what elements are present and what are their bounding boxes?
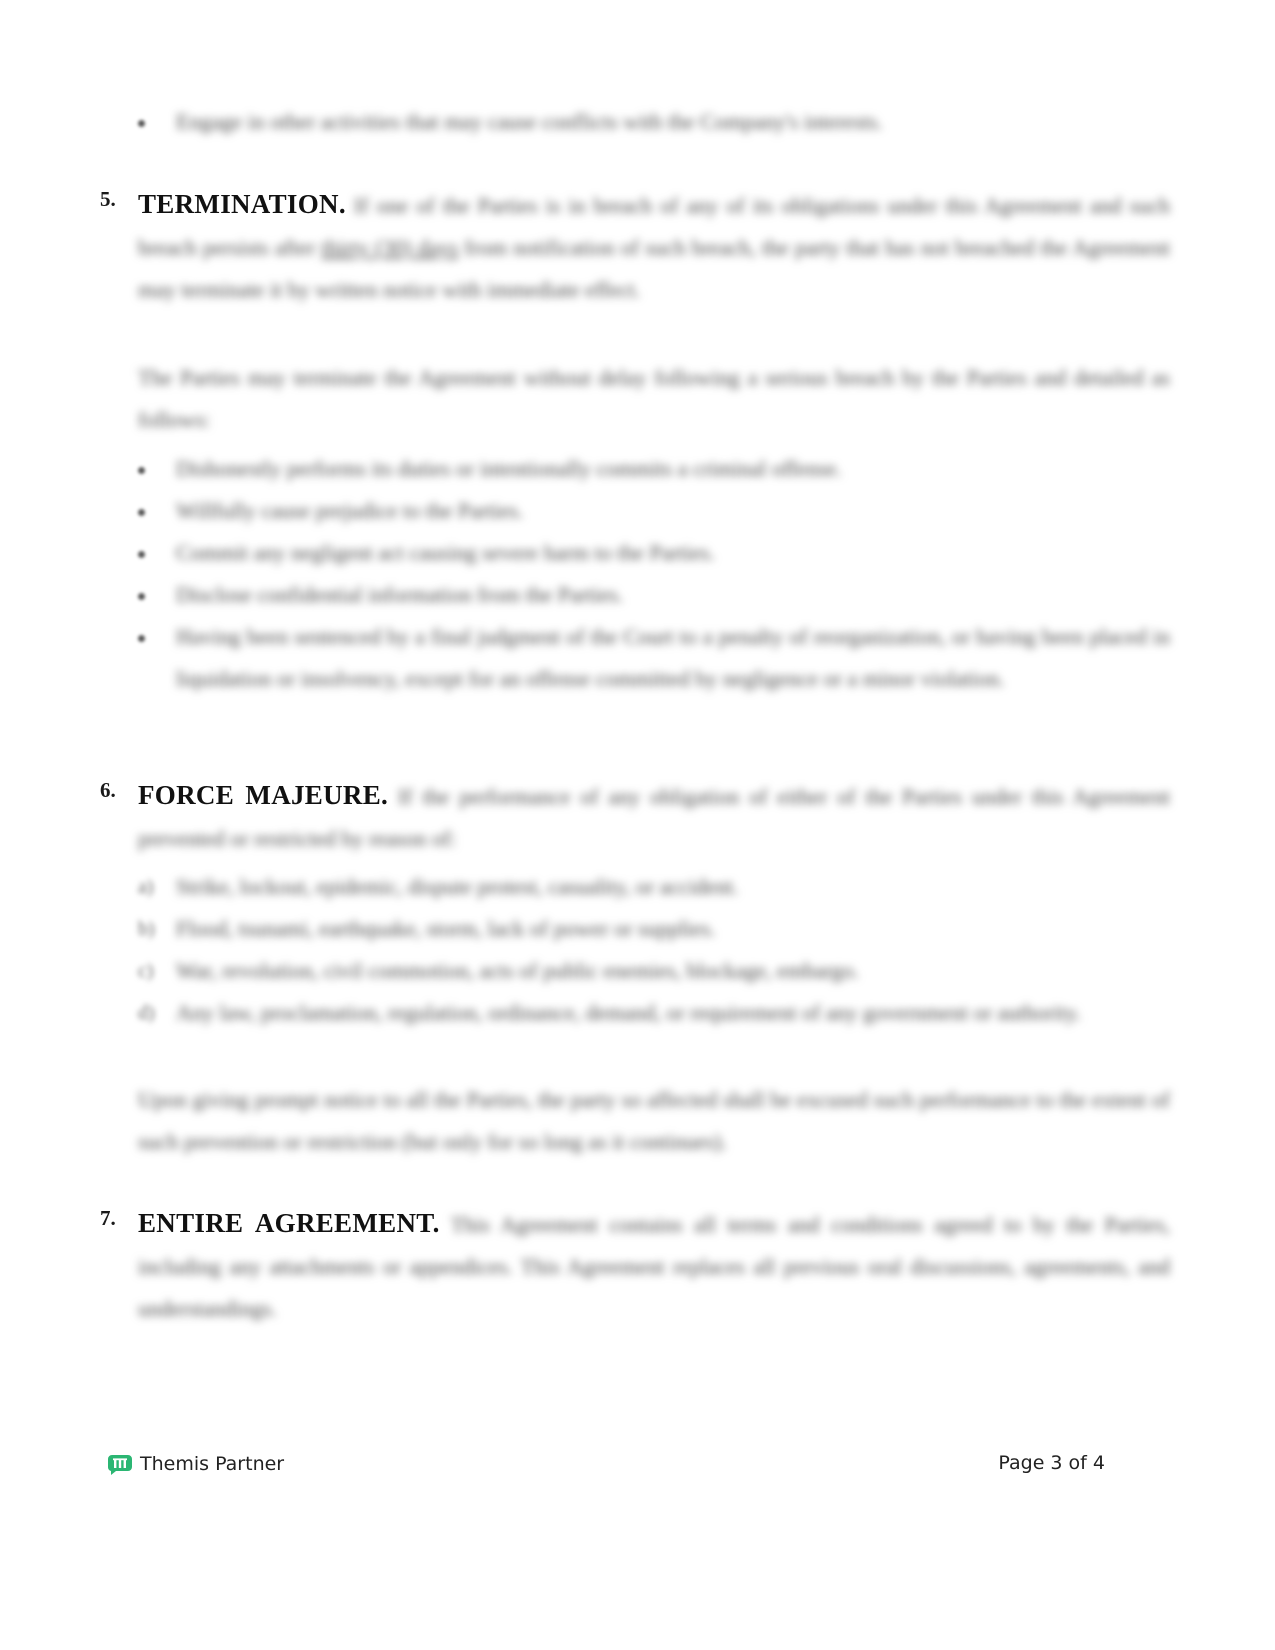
list-item — [138, 866, 1170, 908]
intro-text-after: from notification of such breach, the party that has not breached the Agreement may terminate it by written notice with immediate effect. — [138, 235, 1170, 302]
list-text: War, revolution, civil commotion, acts of public enemies, blockage, embargo. — [176, 958, 860, 983]
list-item — [138, 448, 1170, 490]
list-item — [138, 908, 1170, 950]
section-body-text: This Agreement contains all terms and conditions agreed to by the Parties, including any attachments or appendices. This Agreement replaces all previous oral discussions, agreements, and understandings. — [138, 1212, 1171, 1321]
list-item — [138, 616, 1170, 700]
intro-text: If the performance of any obligation of either of the Parties under this Agreement prevented or restricted by reason of: — [138, 784, 1171, 851]
section-number: 7. — [100, 1206, 116, 1230]
list-marker: b) — [138, 918, 155, 940]
intro-text-before: If one of the Parties is in breach of any of its obligations under this Agreement and such breach persists after — [138, 193, 1170, 260]
bullet-dot — [138, 635, 145, 642]
list-item — [138, 574, 1170, 616]
themis-logo-icon — [108, 1453, 132, 1475]
brand-name: Themis Partner — [140, 1453, 285, 1475]
section-entire-agreement — [100, 1202, 1170, 1330]
section-title: FORCE MAJEURE. — [138, 780, 389, 810]
section-title: TERMINATION. — [138, 189, 346, 219]
bullet-dot — [138, 120, 145, 127]
list-text: Any law, proclamation, regulation, ordinance, demand, or requirement of any government or authority. — [176, 1000, 1081, 1025]
list-item — [138, 950, 1170, 992]
bullet-text: Commit any negligent act causing severe harm to the Parties. — [176, 540, 715, 565]
section-number: 5. — [100, 187, 116, 211]
list-item — [138, 992, 1170, 1034]
bullet-dot — [138, 467, 145, 474]
section-intro — [138, 774, 1170, 860]
bullet-dot — [138, 593, 145, 600]
list-marker: a) — [138, 876, 154, 898]
list-item — [138, 532, 1170, 574]
termination-paragraph-2: The Parties may terminate the Agreement without delay following a serious breach by the Parties and detailed as follows: — [138, 365, 1170, 432]
list-item — [138, 490, 1170, 532]
bullet-dot — [138, 551, 145, 558]
list-marker: c) — [138, 960, 154, 982]
list-text: Strike, lockout, epidemic, dispute protest, casuality, or accident. — [176, 874, 739, 899]
bullet-text: Dishonestly performs its duties or intentionally commits a criminal offense. — [176, 456, 842, 481]
bullet-text: Disclose confidential information from the Parties. — [176, 582, 624, 607]
force-majeure-closing: Upon giving prompt notice to all the Parties, the party so affected shall be excused such performance to the extent of such prevention or restriction (but only for so long as it continues). — [138, 1087, 1170, 1154]
bullet-text: Engage in other activities that may cause conflicts with the Company's interests. — [176, 109, 883, 134]
bullet-dot — [138, 509, 145, 516]
list-marker: d) — [138, 1002, 155, 1024]
termination-bullet-list — [138, 448, 1170, 700]
section-intro — [138, 1202, 1170, 1330]
section-number: 6. — [100, 778, 116, 802]
bullet-text: Willfully cause prejudice to the Parties. — [176, 498, 524, 523]
list-item — [138, 101, 1170, 143]
bullet-text: Having been sentenced by a final judgment of the Court to a penalty of reorganization, or having been placed in liquidation or insolvency, except for an offense committed by negligence or a minor violation. — [176, 624, 1170, 691]
section-termination — [100, 183, 1170, 311]
section-intro — [138, 183, 1170, 311]
force-majeure-list — [138, 866, 1170, 1034]
section-force-majeure — [100, 774, 1170, 860]
carryover-bullet-list — [138, 101, 1170, 143]
list-text: Flood, tsunami, earthquake, storm, lack of power or supplies. — [176, 916, 716, 941]
notice-period: thirty (30) days — [321, 235, 459, 260]
section-title: ENTIRE AGREEMENT. — [138, 1208, 440, 1238]
page-number: Page 3 of 4 — [998, 1452, 1105, 1474]
footer-brand — [108, 1453, 284, 1475]
